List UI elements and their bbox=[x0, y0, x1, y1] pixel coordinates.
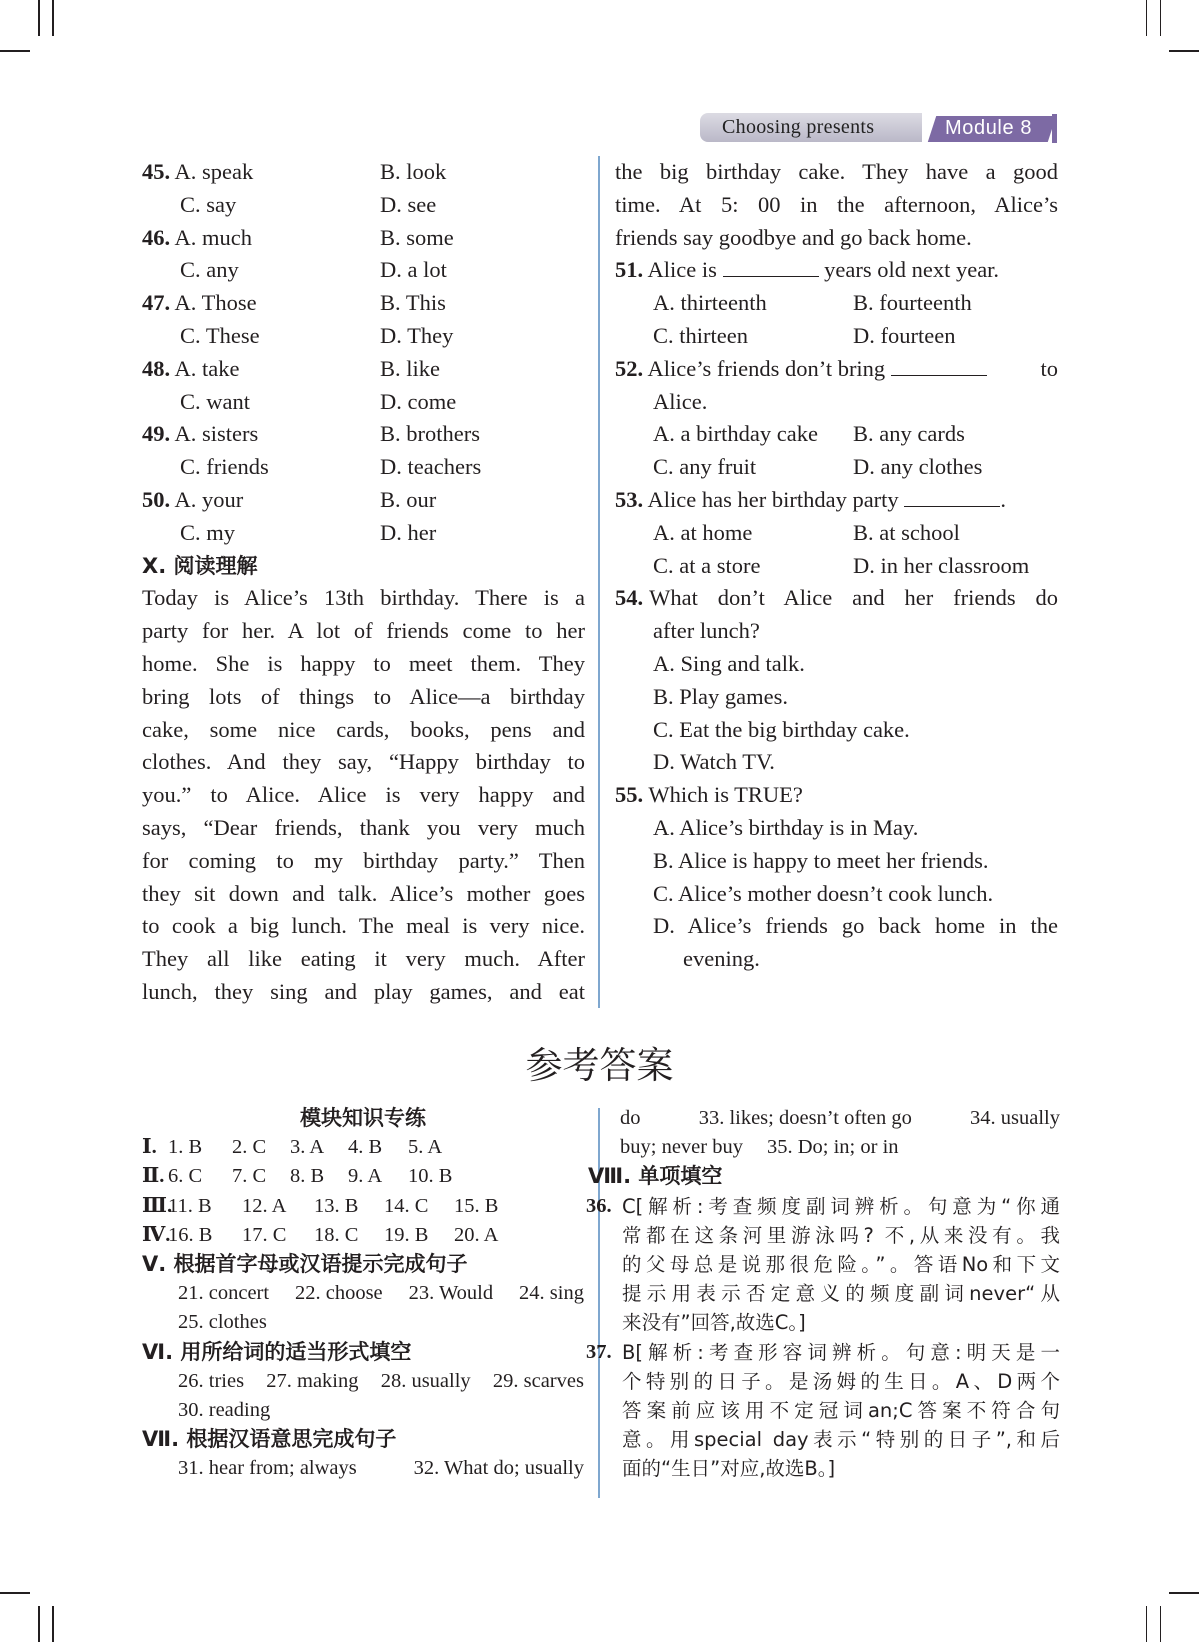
option: C. at a store bbox=[653, 552, 761, 578]
explanation-line bbox=[586, 1338, 1060, 1367]
passage-line: to cook a big lunch. The meal is very nice. bbox=[142, 913, 585, 939]
answer: 15. B bbox=[454, 1194, 499, 1217]
explanation-line bbox=[586, 1308, 1060, 1337]
passage-line: time. At 5: 00 in the afternoon, Alice’s bbox=[615, 191, 1058, 217]
explanation-text: 提示用表示否定意义的频度副词never“从 bbox=[622, 1282, 1060, 1306]
cloze-question bbox=[142, 222, 585, 255]
option-text: C. Alice’s mother doesn’t cook lunch. bbox=[653, 880, 994, 906]
options bbox=[615, 418, 1058, 451]
passage-line: they sit down and talk. Alice’s mother goes bbox=[142, 880, 585, 906]
question-number: 52. bbox=[615, 355, 644, 381]
section-heading: X. 阅读理解 bbox=[142, 553, 258, 578]
crop-mark bbox=[1160, 0, 1162, 36]
cloze-question bbox=[142, 484, 585, 517]
passage-line: home. She is happy to meet them. They bbox=[142, 650, 585, 676]
answer-row bbox=[614, 1104, 1060, 1133]
passage-line: you.” to Alice. Alice is very happy and bbox=[142, 782, 585, 808]
passage-line: cake, some nice cards, books, pens and bbox=[142, 716, 585, 742]
column-divider bbox=[598, 156, 600, 1008]
answer: 26. tries bbox=[178, 1369, 245, 1392]
option: C. my bbox=[180, 519, 236, 545]
answer: 31. hear from; always bbox=[178, 1457, 357, 1480]
module-label: Module 8 bbox=[945, 117, 1033, 139]
answer-row bbox=[142, 1221, 584, 1250]
option: C. thirteen bbox=[653, 322, 748, 348]
answer-row bbox=[142, 1367, 584, 1396]
passage-line: the big birthday cake. They have a good bbox=[615, 159, 1058, 184]
option bbox=[615, 845, 1058, 878]
answer: 5. A bbox=[408, 1136, 443, 1159]
option: D. come bbox=[380, 388, 457, 414]
passage-line: They all like eating it very much. After bbox=[142, 946, 585, 972]
explanation-line bbox=[586, 1454, 1060, 1483]
option: A. a birthday cake bbox=[653, 421, 818, 447]
option-text: D. Alice’s friends go back home in the bbox=[653, 913, 1058, 939]
stem-text: Alice. bbox=[653, 388, 708, 414]
option: D. her bbox=[380, 519, 437, 545]
option: B. brothers bbox=[380, 421, 480, 447]
cloze-options bbox=[142, 189, 585, 222]
section-heading: Ⅶ. 根据汉语意思完成句子 bbox=[142, 1427, 397, 1452]
answer: 22. choose bbox=[294, 1282, 383, 1305]
option-text: evening. bbox=[683, 946, 760, 972]
header-bar bbox=[1052, 114, 1057, 143]
answer: 19. B bbox=[384, 1223, 429, 1246]
crop-mark bbox=[52, 1606, 54, 1642]
option: A. much bbox=[174, 224, 253, 250]
crop-mark bbox=[1169, 1592, 1199, 1594]
option bbox=[615, 746, 1058, 779]
answer-blank bbox=[723, 256, 819, 277]
crop-mark bbox=[0, 50, 30, 52]
answer-blank bbox=[891, 355, 987, 376]
explanation-line bbox=[586, 1367, 1060, 1396]
answer: 11. B bbox=[168, 1194, 212, 1217]
answer: 10. B bbox=[408, 1165, 453, 1188]
options bbox=[615, 517, 1058, 550]
answer: 24. sing bbox=[519, 1282, 584, 1305]
option bbox=[615, 910, 1058, 943]
explanation-text: B[解析:考查形容词辨析。句意:明天是一 bbox=[622, 1340, 1060, 1364]
option: A. thirteenth bbox=[653, 290, 767, 316]
answer: 13. B bbox=[314, 1194, 359, 1217]
passage-line: clothes. And they say, “Happy birthday to bbox=[142, 749, 585, 775]
question-stem bbox=[615, 353, 1058, 386]
crop-mark bbox=[1169, 50, 1199, 52]
explanation-line bbox=[586, 1221, 1060, 1250]
section-heading: Ⅵ. 用所给词的适当形式填空 bbox=[142, 1339, 412, 1364]
answer: 16. B bbox=[168, 1223, 213, 1246]
option: A. sisters bbox=[174, 421, 259, 447]
option: B. like bbox=[380, 355, 440, 381]
answer: 34. usually bbox=[970, 1107, 1060, 1129]
answer: 29. scarves bbox=[492, 1369, 584, 1392]
answer: 33. likes; doesn’t often go bbox=[698, 1107, 912, 1129]
question-number: 53. bbox=[615, 486, 644, 512]
question-number: 54. bbox=[615, 585, 644, 611]
passage-line: Today is Alice’s 13th birthday. There is a bbox=[142, 585, 585, 611]
passage-line: for coming to my birthday party.” Then bbox=[142, 847, 585, 873]
answer: 23. Would bbox=[408, 1282, 494, 1305]
section-label: Ⅰ. bbox=[142, 1136, 157, 1159]
option bbox=[615, 648, 1058, 681]
stem-text: Which is TRUE? bbox=[648, 782, 803, 808]
answer-row bbox=[142, 1192, 584, 1221]
crop-mark bbox=[52, 0, 54, 36]
option-text: D. Watch TV. bbox=[653, 749, 775, 775]
question-number: 46. bbox=[142, 224, 171, 250]
crop-mark bbox=[1160, 1606, 1162, 1642]
question-number: 55. bbox=[615, 782, 644, 808]
question-number: 37. bbox=[586, 1340, 612, 1363]
answer-row bbox=[142, 1162, 584, 1191]
option: B. look bbox=[380, 159, 447, 184]
explanation-text: 面的“生日”对应,故选B。] bbox=[622, 1457, 836, 1481]
answer: 2. C bbox=[232, 1136, 267, 1159]
stem-text: after lunch? bbox=[653, 618, 760, 644]
passage-line: bring lots of things to Alice—a birthday bbox=[142, 683, 585, 709]
option: C. friends bbox=[180, 454, 269, 480]
question-number: 45. bbox=[142, 159, 171, 184]
option: C. any bbox=[180, 257, 239, 283]
left-column bbox=[142, 156, 585, 1009]
question-stem bbox=[615, 582, 1058, 615]
answer: do bbox=[620, 1107, 641, 1129]
option-text: C. Eat the big birthday cake. bbox=[653, 716, 910, 742]
question-number: 49. bbox=[142, 421, 171, 447]
cloze-question bbox=[142, 353, 585, 386]
option: B. some bbox=[380, 224, 454, 250]
passage-line: lunch, they sing and play games, and eat bbox=[142, 978, 585, 1004]
explanation-text: C[解析:考查频度副词辨析。句意为“你通 bbox=[622, 1194, 1060, 1218]
answer: 12. A bbox=[242, 1194, 287, 1217]
option: B. This bbox=[380, 290, 446, 316]
options bbox=[615, 320, 1058, 353]
explanation-line bbox=[586, 1396, 1060, 1425]
question-stem bbox=[615, 254, 1058, 287]
question-stem bbox=[615, 386, 1058, 419]
answers-left-column bbox=[142, 1104, 584, 1483]
explanation-text: 意。用special day表示“特别的日子”,和后 bbox=[622, 1428, 1060, 1452]
explanation-text: 常都在这条河里游泳吗? 不,从来没有。我 bbox=[622, 1223, 1060, 1247]
question-number: 50. bbox=[142, 486, 171, 512]
option-text: B. Alice is happy to meet her friends. bbox=[653, 847, 989, 873]
answer: 17. C bbox=[242, 1223, 287, 1246]
crop-mark bbox=[1146, 0, 1148, 36]
option: C. want bbox=[180, 388, 250, 414]
crop-mark bbox=[1146, 1606, 1148, 1642]
option: D. a lot bbox=[380, 257, 447, 283]
answer: 20. A bbox=[454, 1223, 499, 1246]
option: B. at school bbox=[853, 519, 960, 545]
answer: 8. B bbox=[290, 1165, 325, 1188]
answer-row bbox=[142, 1133, 584, 1162]
explanation-line bbox=[586, 1425, 1060, 1454]
answer: 3. A bbox=[290, 1136, 325, 1159]
cloze-options bbox=[142, 451, 585, 484]
answer-row: 30. reading bbox=[178, 1398, 271, 1421]
option: A. speak bbox=[174, 159, 254, 184]
answers-title: 参考答案 bbox=[525, 1044, 674, 1087]
section-label: Ⅳ. bbox=[142, 1223, 171, 1246]
stem-text: Alice’s friends don’t bring bbox=[647, 355, 886, 381]
option-text: A. Sing and talk. bbox=[653, 650, 805, 676]
answer: 1. B bbox=[168, 1136, 203, 1159]
explanation-line bbox=[586, 1250, 1060, 1279]
question-stem bbox=[615, 615, 1058, 648]
answer-row bbox=[614, 1133, 1060, 1162]
cloze-question bbox=[142, 156, 585, 189]
option: D. fourteen bbox=[853, 322, 956, 348]
answer: 9. A bbox=[348, 1165, 383, 1188]
answer-row bbox=[142, 1279, 584, 1308]
option: C. any fruit bbox=[653, 454, 757, 480]
option: B. fourteenth bbox=[853, 290, 972, 316]
section-heading: Ⅷ. 单项填空 bbox=[588, 1164, 723, 1189]
option: D. see bbox=[380, 191, 437, 217]
option: B. any cards bbox=[853, 421, 965, 447]
crop-mark bbox=[38, 0, 40, 36]
option: D. They bbox=[380, 322, 454, 348]
section-heading: Ⅴ. 根据首字母或汉语提示完成句子 bbox=[142, 1251, 468, 1276]
option: A. at home bbox=[653, 519, 753, 545]
explanation-text: 的父母总是说那很危险。”。答语No和下文 bbox=[622, 1252, 1060, 1276]
answer: 28. usually bbox=[380, 1369, 471, 1392]
stem-text: to bbox=[1040, 355, 1058, 381]
answer: 27. making bbox=[266, 1369, 359, 1392]
options bbox=[615, 451, 1058, 484]
answer: 21. concert bbox=[178, 1282, 270, 1305]
option: B. our bbox=[380, 486, 437, 512]
answer-row bbox=[142, 1454, 584, 1483]
option-text: A. Alice’s birthday is in May. bbox=[653, 814, 919, 840]
option: A. your bbox=[174, 486, 244, 512]
question-number: 36. bbox=[586, 1194, 612, 1217]
option: D. teachers bbox=[380, 454, 482, 480]
answer: buy; never buy bbox=[620, 1136, 743, 1159]
section-label: Ⅱ. bbox=[142, 1165, 165, 1188]
explanation-text: 答案前应该用不定冠词an;C答案不符合句 bbox=[622, 1398, 1060, 1422]
answer-row: 25. clothes bbox=[178, 1311, 267, 1334]
answer-blank bbox=[904, 486, 1000, 507]
answer: 32. What do; usually bbox=[413, 1457, 584, 1480]
crop-mark bbox=[38, 1606, 40, 1642]
stem-text: years old next year. bbox=[824, 257, 1000, 283]
answer: 35. Do; in; or in bbox=[766, 1136, 899, 1159]
passage-line: party for her. A lot of friends come to her bbox=[142, 618, 585, 644]
option bbox=[615, 681, 1058, 714]
option bbox=[615, 714, 1058, 747]
explanation-text: 个特别的日子。是汤姆的生日。A、D两个 bbox=[622, 1369, 1060, 1393]
stem-text: . bbox=[1000, 486, 1006, 512]
option: A. Those bbox=[174, 290, 257, 316]
cloze-options bbox=[142, 254, 585, 287]
header-title: Choosing presents bbox=[722, 116, 875, 138]
passage-line: says, “Dear friends, thank you very much bbox=[142, 814, 585, 840]
explanation-text: 来没有”回答,故选C。] bbox=[622, 1311, 806, 1335]
question-number: 48. bbox=[142, 355, 171, 381]
question-number: 47. bbox=[142, 290, 171, 316]
stem-text: Alice is bbox=[647, 257, 717, 283]
passage-line: friends say goodbye and go back home. bbox=[615, 224, 972, 250]
option bbox=[615, 878, 1058, 911]
option bbox=[615, 943, 1058, 976]
option: C. say bbox=[180, 191, 237, 217]
running-header bbox=[700, 113, 1060, 143]
option: D. in her classroom bbox=[853, 552, 1030, 578]
question-stem bbox=[615, 484, 1058, 517]
option: A. take bbox=[174, 355, 240, 381]
cloze-options bbox=[142, 517, 585, 550]
answer: 18. C bbox=[314, 1223, 359, 1246]
cloze-options bbox=[142, 386, 585, 419]
cloze-question bbox=[142, 287, 585, 320]
explanation-line bbox=[586, 1279, 1060, 1308]
section-label: Ⅲ. bbox=[142, 1194, 173, 1217]
answer: 6. C bbox=[168, 1165, 203, 1188]
explanation-line bbox=[586, 1192, 1060, 1221]
crop-mark bbox=[0, 1592, 30, 1594]
answers-right-column bbox=[586, 1104, 1060, 1483]
answers-subtitle: 模块知识专练 bbox=[300, 1106, 426, 1130]
stem-text: What don’t Alice and her friends do bbox=[649, 585, 1058, 611]
options bbox=[615, 287, 1058, 320]
stem-text: Alice has her birthday party bbox=[647, 486, 899, 512]
options bbox=[615, 550, 1058, 583]
cloze-options bbox=[142, 320, 585, 353]
question-stem bbox=[615, 779, 1058, 812]
option: D. any clothes bbox=[853, 454, 983, 480]
answer: 4. B bbox=[348, 1136, 383, 1159]
answer: 14. C bbox=[384, 1194, 429, 1217]
answer: 7. C bbox=[232, 1165, 267, 1188]
right-column bbox=[615, 156, 1058, 976]
option bbox=[615, 812, 1058, 845]
cloze-question bbox=[142, 418, 585, 451]
question-number: 51. bbox=[615, 257, 644, 283]
option-text: B. Play games. bbox=[653, 683, 788, 709]
option: C. These bbox=[180, 322, 260, 348]
